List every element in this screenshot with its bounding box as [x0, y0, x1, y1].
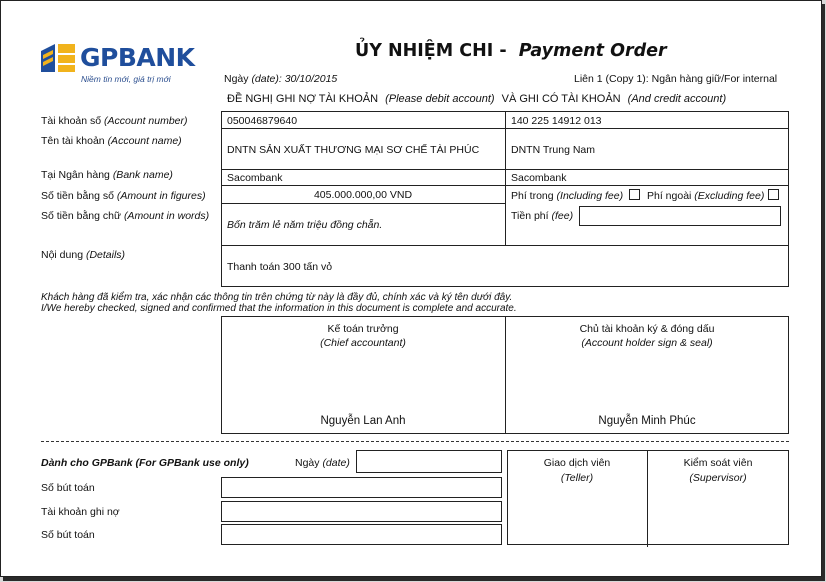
- label-amount-figures: Số tiền bằng số (Amount in figures): [41, 190, 206, 202]
- entry-no-2-label: Số bút toán: [41, 529, 95, 541]
- including-fee-checkbox[interactable]: [629, 189, 640, 200]
- copy-note: Liên 1 (Copy 1): Ngân hàng giữ/For internal: [574, 73, 778, 85]
- debit-bank: Sacombank: [227, 172, 283, 184]
- bank-date-input[interactable]: [356, 450, 502, 473]
- label-account-number: Tài khoản số (Account number): [41, 115, 188, 127]
- request-heading: ĐỀ NGHỊ GHI NỢ TÀI KHOẢN (Please debit account) VÀ GHI CÓ TÀI KHOẢN (And credit account): [227, 93, 727, 105]
- debit-account-number: 050046879640: [227, 115, 298, 127]
- credit-account-number: 140 225 14912 013: [511, 115, 602, 127]
- title-en: Payment Order: [518, 41, 667, 61]
- excluding-fee-label: Phí ngoài (Excluding fee): [647, 190, 765, 202]
- teller-title-en: (Teller): [560, 472, 594, 484]
- gpbank-logo-icon: [39, 41, 77, 75]
- chief-accountant-title-en: (Chief accountant): [320, 337, 406, 349]
- amount-words-value: Bốn trăm lẻ năm triệu đồng chẵn.: [227, 219, 383, 231]
- debit-account-name: DNTN SẢN XUẤT THƯƠNG MẠI SƠ CHẾ TÀI PHÚC: [227, 144, 480, 156]
- logo-wordmark: GPBANK: [80, 43, 195, 72]
- amount-figures-value: 405.000.000,00 VND: [313, 189, 413, 201]
- fee-input[interactable]: [579, 206, 781, 226]
- credit-bank: Sacombank: [511, 172, 567, 184]
- label-account-name: Tên tài khoản (Account name): [41, 135, 182, 147]
- account-holder-name: Nguyễn Minh Phúc: [598, 415, 696, 427]
- teller-title: Giao dịch viên: [543, 457, 611, 469]
- bank-date-label: Ngày (date): [295, 457, 350, 469]
- confirm-vi: Khách hàng đã kiểm tra, xác nhận các thông tin trên chứng từ này là đầy đủ, chính xác và ký tên dưới đây.: [41, 292, 513, 303]
- entry-no-2-input[interactable]: [221, 524, 502, 545]
- confirm-en: I/We hereby checked, signed and confirmed that the information in this document is complete and accurate.: [41, 303, 517, 314]
- supervisor-title-en: (Supervisor): [689, 472, 747, 484]
- chief-accountant-title: Kế toán trưởng: [327, 323, 399, 335]
- date-line: Ngày (date): 30/10/2015: [224, 73, 338, 85]
- excluding-fee-checkbox[interactable]: [768, 189, 779, 200]
- label-bank-name: Tại Ngân hàng (Bank name): [41, 169, 173, 181]
- section-separator: [41, 441, 789, 442]
- chief-accountant-name: Nguyễn Lan Anh: [320, 415, 406, 427]
- credit-account-name: DNTN Trung Nam: [511, 144, 596, 156]
- logo-slogan: Niềm tin mới, giá trị mới: [81, 74, 171, 84]
- label-amount-words: Số tiền bằng chữ (Amount in words): [41, 210, 210, 222]
- account-holder-title: Chủ tài khoản ký & đóng dấu: [579, 323, 715, 335]
- title-vi: ỦY NHIỆM CHI -: [355, 41, 507, 61]
- bank-use-heading: Dành cho GPBank (For GPBank use only): [41, 457, 249, 469]
- details-value: Thanh toán 300 tấn vỏ: [227, 261, 333, 273]
- page-title: [355, 41, 667, 61]
- fee-label: Tiền phí (fee): [511, 210, 574, 222]
- debit-account-label: Tài khoản ghi nợ: [41, 506, 120, 518]
- label-details: Nội dung (Details): [41, 249, 126, 261]
- including-fee-label: Phí trong (Including fee): [511, 190, 624, 202]
- account-holder-title-en: (Account holder sign & seal): [581, 337, 713, 349]
- debit-account-input[interactable]: [221, 501, 502, 522]
- supervisor-title: Kiểm soát viên: [683, 457, 753, 469]
- date-value: 30/10/2015: [284, 73, 338, 85]
- entry-no-input[interactable]: [221, 477, 502, 498]
- entry-no-label: Số bút toán: [41, 482, 95, 494]
- table-divider: [505, 111, 506, 246]
